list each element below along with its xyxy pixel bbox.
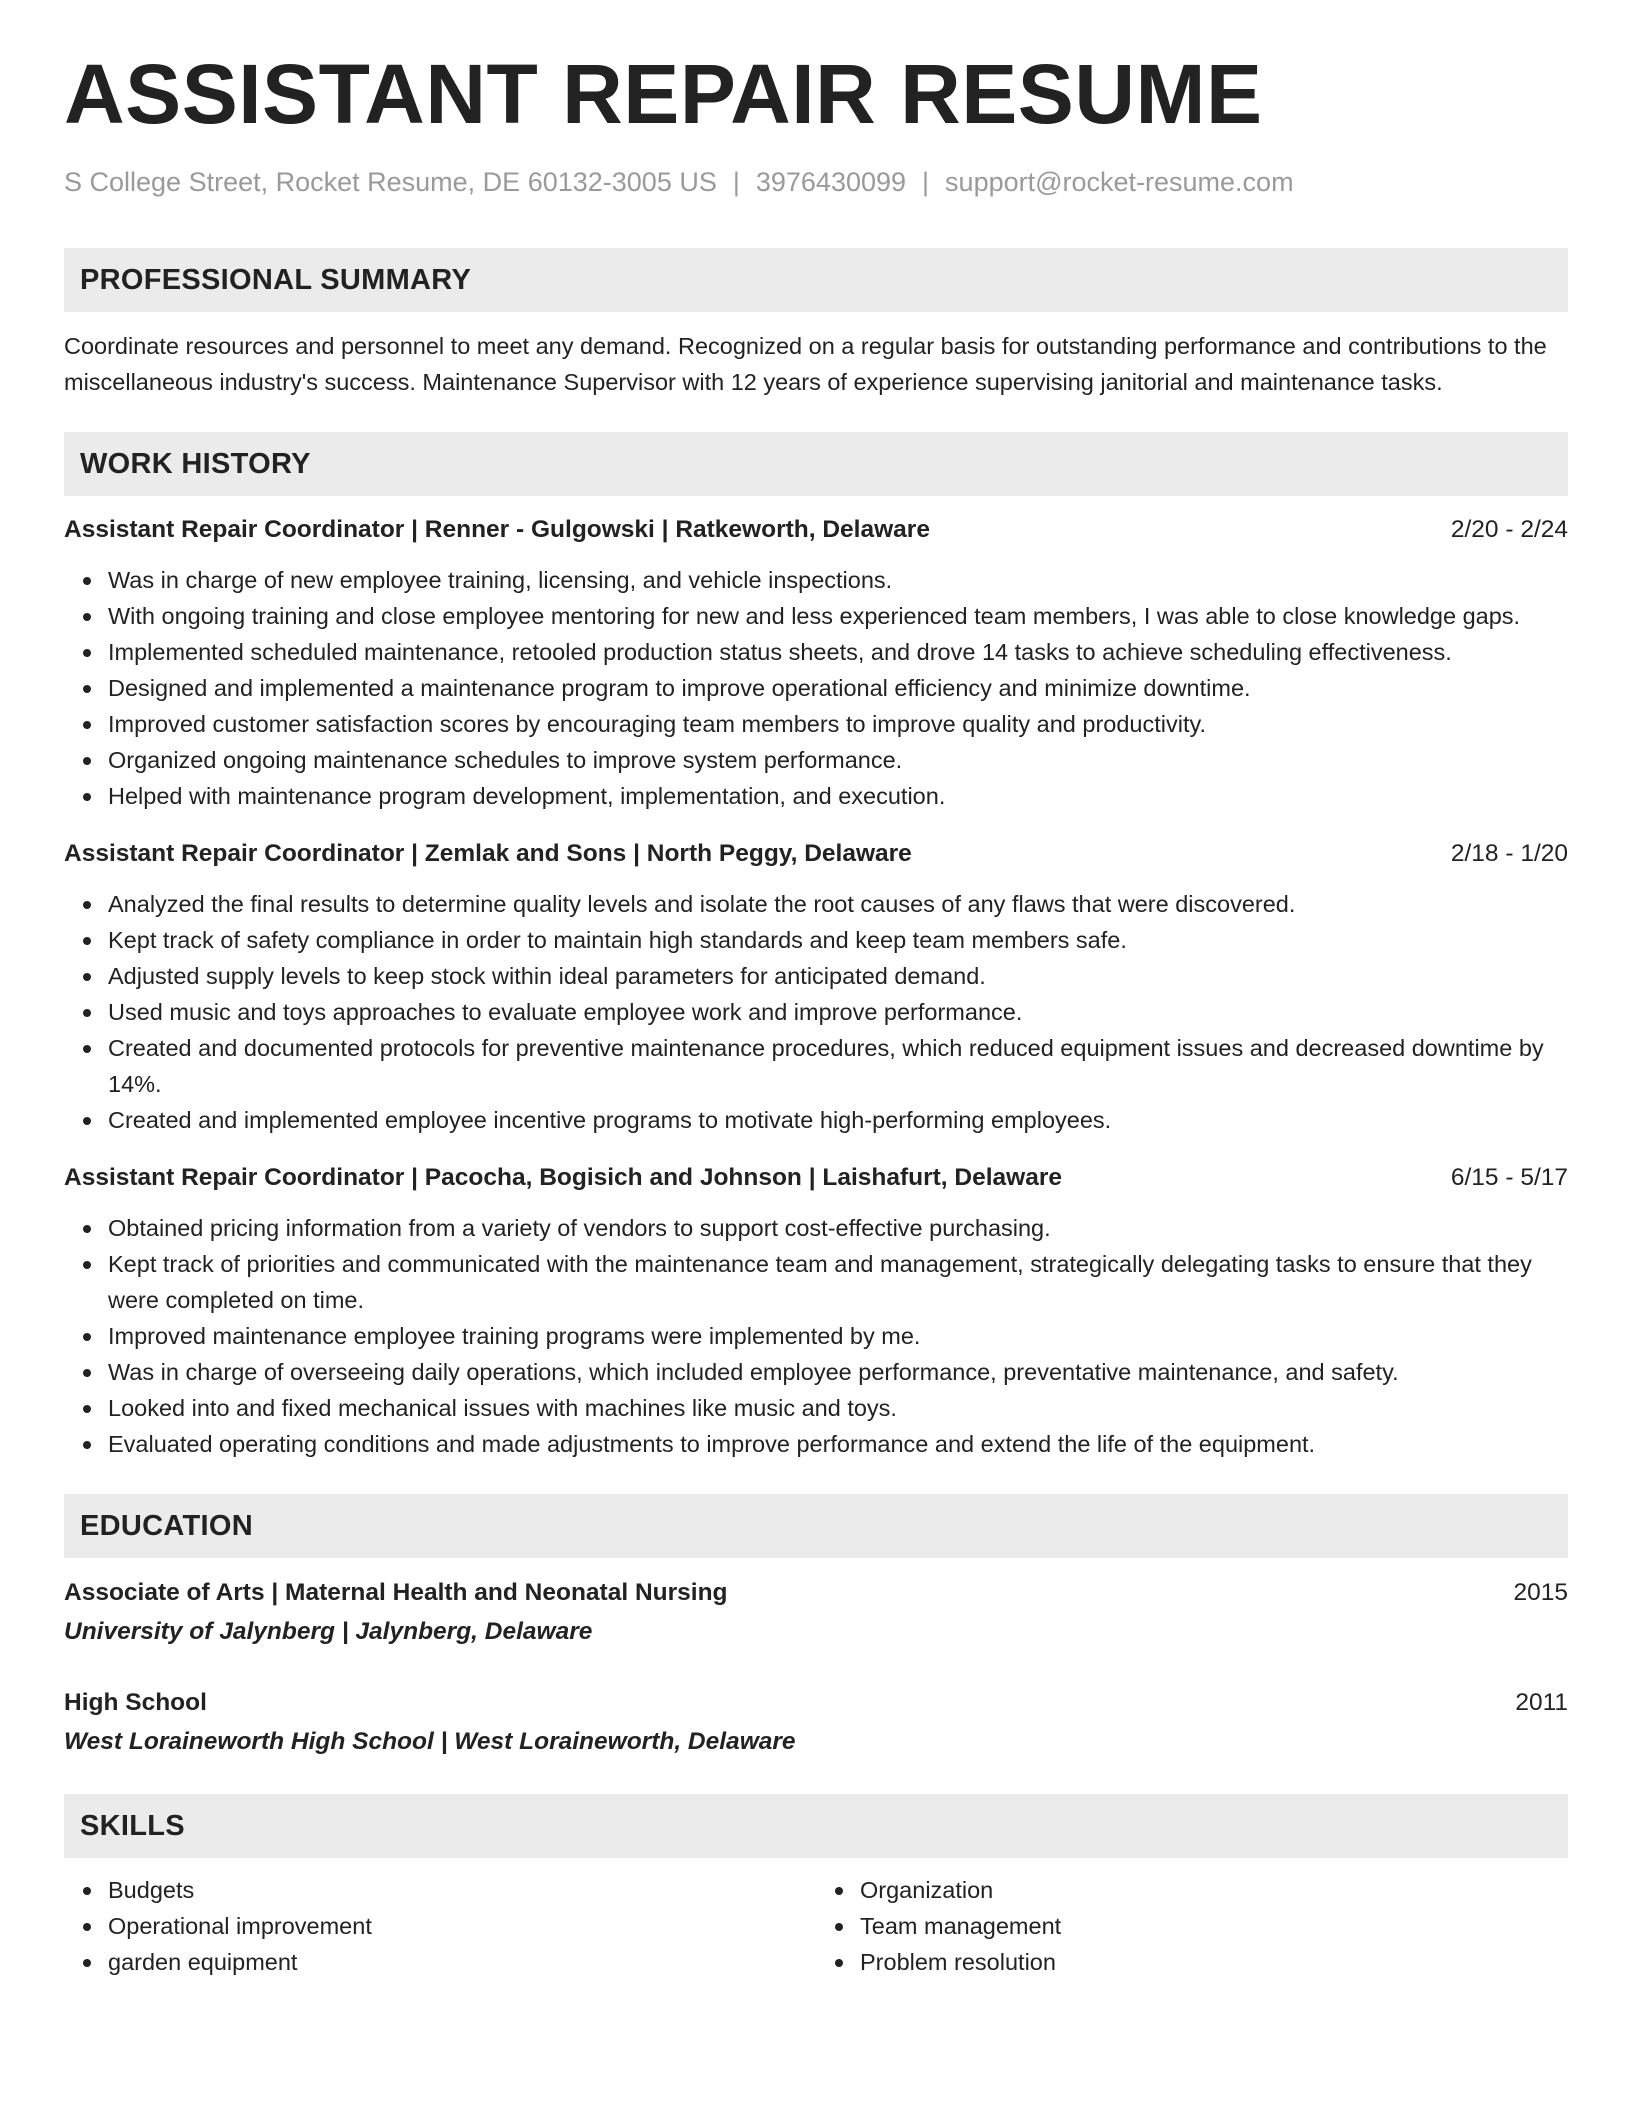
list-item: Helped with maintenance program development, implementation, and execution. (108, 778, 1568, 814)
section-heading-summary: PROFESSIONAL SUMMARY (64, 248, 1568, 312)
job-duties (64, 886, 1568, 1138)
list-item: Obtained pricing information from a variety of vendors to support cost-effective purchasing. (108, 1210, 1568, 1246)
section-heading-skills: SKILLS (64, 1794, 1568, 1858)
list-item: Was in charge of overseeing daily operations, which included employee performance, preventative maintenance, and safety. (108, 1354, 1568, 1390)
list-item: Was in charge of new employee training, licensing, and vehicle inspections. (108, 562, 1568, 598)
list-item: Created and implemented employee incentive programs to motivate high-performing employees. (108, 1102, 1568, 1138)
education-degree: Associate of Arts | Maternal Health and Neonatal Nursing (64, 1579, 728, 1607)
list-item: Adjusted supply levels to keep stock within ideal parameters for anticipated demand. (108, 958, 1568, 994)
resume-title: ASSISTANT REPAIR RESUME (64, 47, 1263, 141)
list-item: Team management (860, 1908, 1568, 1944)
list-item: Organized ongoing maintenance schedules to improve system performance. (108, 742, 1568, 778)
skills-column-left (64, 1872, 816, 1980)
job-header (64, 1160, 1568, 1196)
summary-text: Coordinate resources and personnel to meet any demand. Recognized on a regular basis for outstanding performance and contributions to the miscellaneous industry's success. Maintenance Supervisor with 12 years of experience supervising janitorial and maintenance tasks. (64, 333, 1547, 396)
education-entry (64, 1684, 1568, 1762)
list-item: Created and documented protocols for preventive maintenance procedures, which reduced equipment issues and decreased downtime by 14%. (108, 1030, 1568, 1102)
list-item: Kept track of safety compliance in order to maintain high standards and keep team members safe. (108, 922, 1568, 958)
education-school: West Loraineworth High School | West Loraineworth, Delaware (64, 1728, 796, 1756)
education-year: 2011 (1515, 1689, 1568, 1717)
education-year: 2015 (1513, 1579, 1568, 1607)
skills-list (64, 1872, 1568, 1980)
list-item: Improved customer satisfaction scores by encouraging team members to improve quality and productivity. (108, 706, 1568, 742)
job-dates: 6/15 - 5/17 (1450, 1164, 1568, 1192)
list-item: Analyzed the final results to determine quality levels and isolate the root causes of any flaws that were discovered. (108, 886, 1568, 922)
job-entry (64, 512, 1568, 814)
section-heading-education: EDUCATION (64, 1494, 1568, 1558)
job-dates: 2/18 - 1/20 (1450, 840, 1568, 868)
list-item: Operational improvement (108, 1908, 816, 1944)
list-item: garden equipment (108, 1944, 816, 1980)
list-item: Budgets (108, 1872, 816, 1908)
job-title: Assistant Repair Coordinator | Pacocha, Bogisich and Johnson | Laishafurt, Delaware (64, 1164, 1063, 1192)
job-header (64, 512, 1568, 548)
contact-line (64, 166, 1568, 198)
list-item: Used music and toys approaches to evaluate employee work and improve performance. (108, 994, 1568, 1030)
job-duties (64, 1210, 1568, 1462)
contact-separator: | (922, 167, 930, 197)
list-item: Evaluated operating conditions and made adjustments to improve performance and extend the life of the equipment. (108, 1426, 1568, 1462)
list-item: Implemented scheduled maintenance, retooled production status sheets, and drove 14 tasks to achieve scheduling effectiveness. (108, 634, 1568, 670)
list-item: Looked into and fixed mechanical issues with machines like music and toys. (108, 1390, 1568, 1426)
education-header (64, 1684, 1568, 1722)
contact-phone: 3976430099 (755, 167, 907, 197)
list-item: Kept track of priorities and communicated with the maintenance team and management, strategically delegating tasks to ensure that they were completed on time. (108, 1246, 1568, 1318)
resume-page (64, 47, 1568, 1980)
contact-address: S College Street, Rocket Resume, DE 60132-3005 US (64, 167, 717, 197)
section-heading-work-history: WORK HISTORY (64, 432, 1568, 496)
list-item: Designed and implemented a maintenance program to improve operational efficiency and minimize downtime. (108, 670, 1568, 706)
list-item: Organization (860, 1872, 1568, 1908)
education-school: University of Jalynberg | Jalynberg, Delaware (64, 1618, 593, 1646)
job-dates: 2/20 - 2/24 (1450, 516, 1568, 544)
contact-separator: | (732, 167, 740, 197)
contact-email[interactable]: support@rocket-resume.com (945, 167, 1294, 197)
job-entry (64, 1160, 1568, 1462)
list-item: Problem resolution (860, 1944, 1568, 1980)
skills-column-right (816, 1872, 1568, 1980)
job-duties (64, 562, 1568, 814)
education-degree: High School (64, 1689, 207, 1717)
job-title: Assistant Repair Coordinator | Renner - Gulgowski | Ratkeworth, Delaware (64, 516, 930, 544)
job-header (64, 836, 1568, 872)
education-header (64, 1574, 1568, 1612)
education-entry (64, 1574, 1568, 1652)
list-item: With ongoing training and close employee mentoring for new and less experienced team members, I was able to close knowledge gaps. (108, 598, 1568, 634)
job-entry (64, 836, 1568, 1138)
list-item: Improved maintenance employee training programs were implemented by me. (108, 1318, 1568, 1354)
job-title: Assistant Repair Coordinator | Zemlak and Sons | North Peggy, Delaware (64, 840, 912, 868)
